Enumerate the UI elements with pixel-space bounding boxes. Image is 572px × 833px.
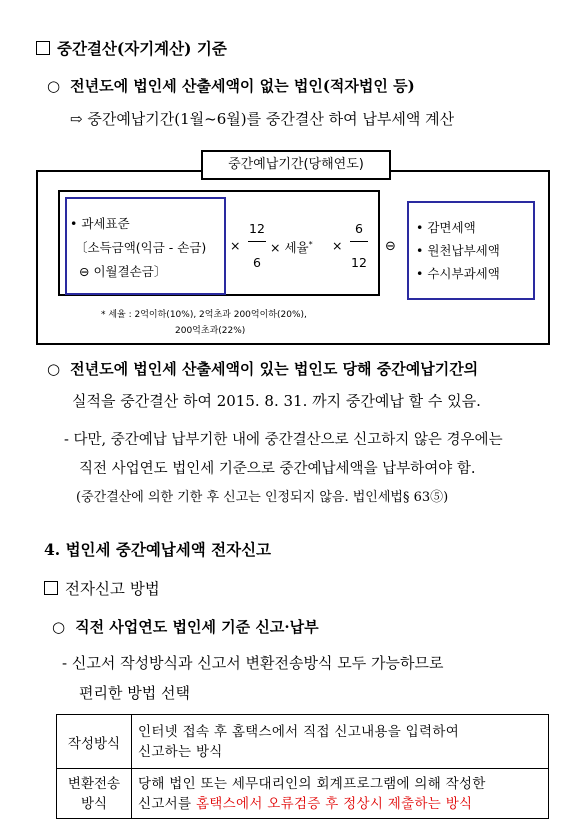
- dash-note-line1: - 다만, 중간예납 납부기한 내에 중간결산으로 신고하지 않은 경우에는: [64, 432, 503, 448]
- bullet-text: 직전 사업연도 법인세 기준 신고·납부: [75, 618, 319, 636]
- deduction-item: • 수시부과세액: [416, 266, 500, 281]
- key-line: 방식: [80, 795, 108, 812]
- tax-base-label: • 과세표준: [70, 216, 130, 231]
- tax-base-line2: ⊖ 이월결손금〕: [79, 264, 167, 279]
- deduction-item: • 원천납부세액: [416, 243, 500, 258]
- dash-note-line3: (중간결산에 의한 기한 후 신고는 인정되지 않음. 법인세법§ 63⑤): [76, 490, 449, 505]
- fraction2-bar: [350, 241, 368, 242]
- table-row: [57, 715, 549, 769]
- tax-rate-note-line1: * 세율 : 2억이하(10%), 2억초과 200억이하(20%),: [101, 310, 307, 320]
- filing-methods-table: [56, 714, 549, 819]
- table-key-cell: 작성방식: [57, 715, 132, 769]
- minus-circle-icon: ⊖: [385, 239, 396, 254]
- section-heading-interim-settlement: [36, 37, 227, 59]
- bullet2-line2: 실적을 중간결산 하여 2015. 8. 31. 까지 중간예납 할 수 있음.: [72, 392, 481, 410]
- times-sign-1: ×: [230, 238, 241, 253]
- subsection-heading-e-filing: [44, 577, 160, 599]
- fraction2-numerator: 6: [355, 221, 363, 236]
- fraction1-numerator: 12: [249, 221, 265, 236]
- fraction1-denominator: 6: [253, 255, 261, 270]
- tax-rate-text: × 세율: [270, 240, 309, 255]
- formula-title: 중간예납기간(당해연도): [201, 150, 391, 180]
- cell-line: 인터넷 접속 후 홈택스에서 직접 신고내용을 입력하여: [138, 723, 460, 740]
- cell-line: 당해 법인 또는 세무대리인의 회계프로그램에 의해 작성한: [138, 775, 486, 792]
- tax-rate-note-line2: 200억초과(22%): [175, 326, 246, 336]
- highlighted-text: 홈택스에서 오류검증 후 정상시 제출하는 방식: [195, 795, 473, 812]
- bullet-tax-corporation: [47, 358, 478, 379]
- heading-text: 중간결산(자기계산) 기준: [57, 39, 227, 58]
- square-bullet-icon: [36, 41, 50, 55]
- heading-text: 전자신고 방법: [65, 580, 160, 598]
- sub-arrow-line: ⇨ 중간예납기간(1월~6월)를 중간결산 하여 납부세액 계산: [70, 110, 455, 128]
- deduction-item: • 감면세액: [416, 220, 476, 235]
- fraction1-bar: [248, 241, 266, 242]
- cell-text: 신고서를: [138, 795, 196, 812]
- table-value-cell: [132, 715, 549, 769]
- bullet-filing-basis: [52, 616, 319, 637]
- table-row: [57, 769, 549, 819]
- times-tax-rate: [270, 238, 313, 256]
- tax-base-line1: 〔소득금액(익금 - 손금): [75, 240, 207, 255]
- fraction2-denominator: 12: [351, 255, 367, 270]
- circle-bullet-icon: ○: [47, 360, 61, 378]
- dash-note-line2: 직전 사업연도 법인세 기준으로 중간예납세액을 납부하여야 함.: [79, 461, 476, 477]
- square-bullet-icon: [44, 581, 58, 595]
- bullet-text: 전년도에 법인세 산출세액이 있는 법인도 당해 중간예납기간의: [70, 360, 479, 378]
- times-sign-3: ×: [332, 238, 343, 253]
- bullet-text: 전년도에 법인세 산출세액이 없는 법인(적자법인 등): [70, 77, 415, 95]
- circle-bullet-icon: ○: [52, 618, 66, 636]
- circle-bullet-icon: ○: [47, 77, 61, 95]
- filing-method-line1: - 신고서 작성방식과 신고서 변환전송방식 모두 가능하므로: [62, 654, 444, 672]
- footnote-star: *: [308, 239, 313, 249]
- filing-method-line2: 편리한 방법 선택: [79, 684, 190, 702]
- cell-line: [138, 794, 542, 814]
- table-key-cell: [57, 769, 132, 819]
- cell-line: 신고하는 방식: [138, 743, 223, 760]
- table-value-cell: [132, 769, 549, 819]
- section4-heading: 4. 법인세 중간예납세액 전자신고: [44, 540, 272, 559]
- bullet-no-tax-corporation: [47, 75, 415, 96]
- key-line: 변환전송: [67, 775, 121, 792]
